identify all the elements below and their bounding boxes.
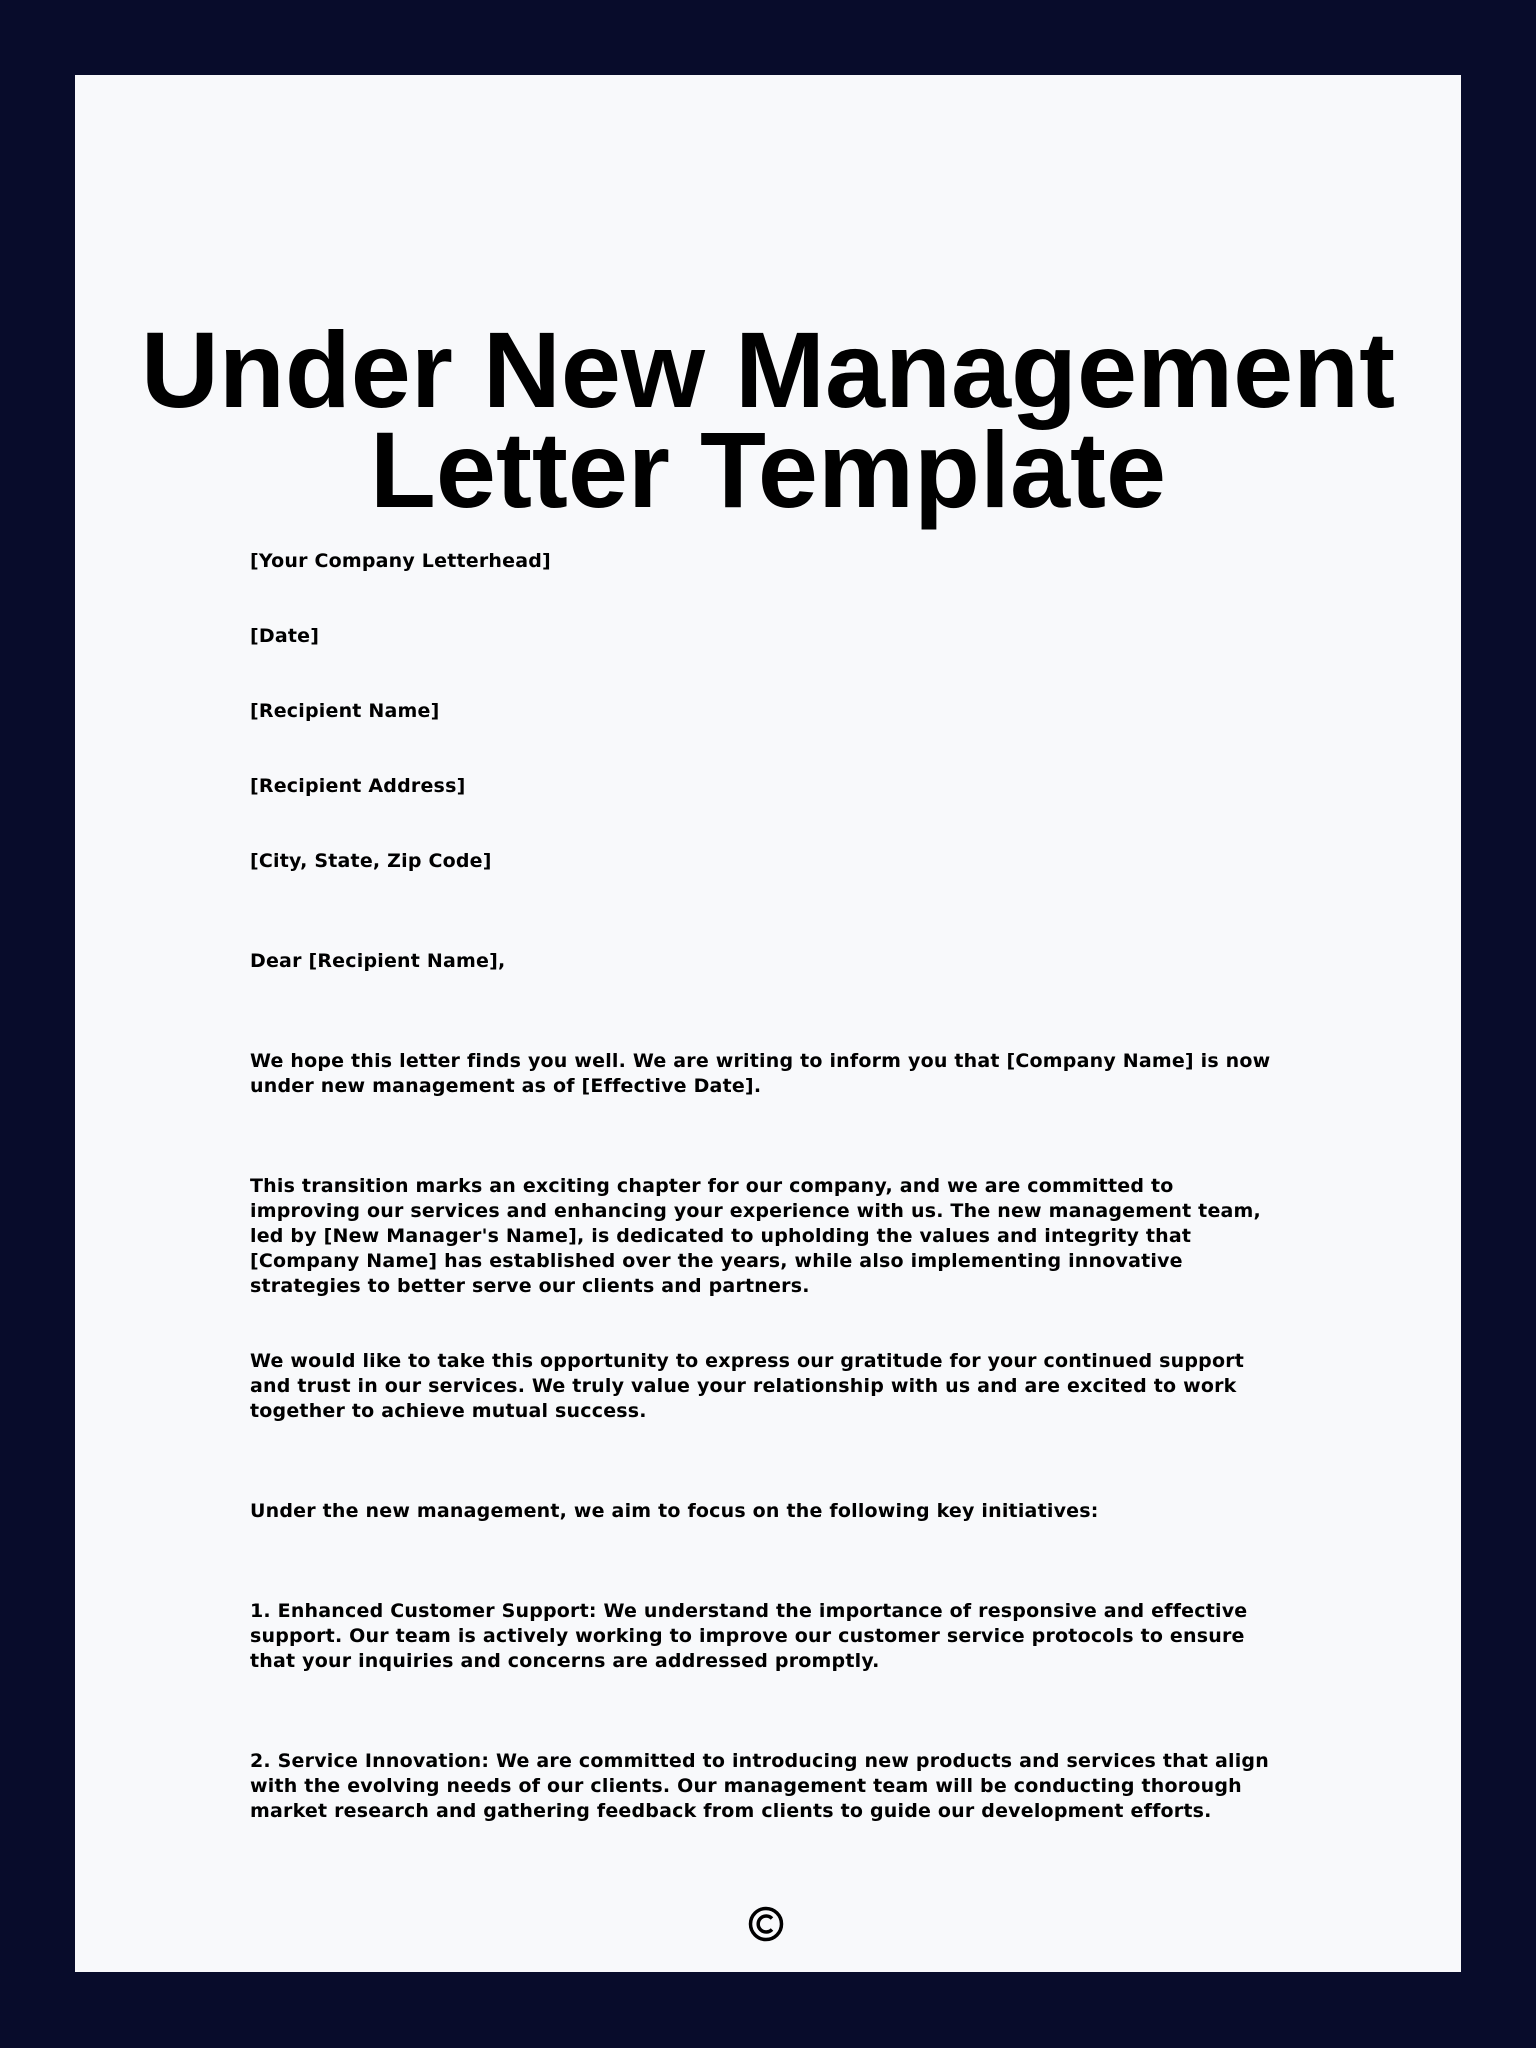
salutation: Dear [Recipient Name], bbox=[250, 950, 506, 972]
document-title bbox=[75, 309, 1461, 530]
city-state-zip-placeholder: [City, State, Zip Code] bbox=[250, 850, 492, 872]
date-placeholder: [Date] bbox=[250, 625, 320, 647]
paragraph-gratitude: We would like to take this opportunity to express our gratitude for your continued support and trust in our services. We truly value your relationship with us and are excited to work together to achieve mutual success. bbox=[250, 1350, 1245, 1422]
document-title-line-2: Letter Template bbox=[369, 409, 1167, 530]
paragraph-intro: We hope this letter finds you well. We are writing to inform you that [Company Name] is now under new management as of [Effective Date]. bbox=[250, 1050, 1271, 1097]
document-page bbox=[75, 75, 1461, 1972]
list-item-customer-support: 1. Enhanced Customer Support: We understand the importance of responsive and effective support. Our team is actively working to improve our customer service protocols to ensure that your inquiries and concerns are addressed promptly. bbox=[250, 1600, 1248, 1672]
paragraph-transition: This transition marks an exciting chapter for our company, and we are committed to improving our services and enhancing your experience with us. The new management team, led by [New Manager's Name], is dedicated to upholding the values and integrity that [Company Name] has established over the years, while also implementing innovative strategies to better serve our clients and partners. bbox=[250, 1175, 1261, 1297]
letterhead-placeholder: [Your Company Letterhead] bbox=[250, 550, 551, 572]
copyright-icon bbox=[748, 1906, 784, 1942]
list-item-service-innovation: 2. Service Innovation: We are committed to introducing new products and services that align with the evolving needs of our clients. Our management team will be conducting thorough market research and gathering feedback from clients to guide our development efforts. bbox=[250, 1750, 1269, 1822]
paragraph-initiatives-intro: Under the new management, we aim to focus on the following key initiatives: bbox=[250, 1500, 1099, 1522]
recipient-address-placeholder: [Recipient Address] bbox=[250, 775, 466, 797]
recipient-name-placeholder: [Recipient Name] bbox=[250, 700, 440, 722]
document-title-line-1: Under New Management bbox=[140, 309, 1396, 430]
